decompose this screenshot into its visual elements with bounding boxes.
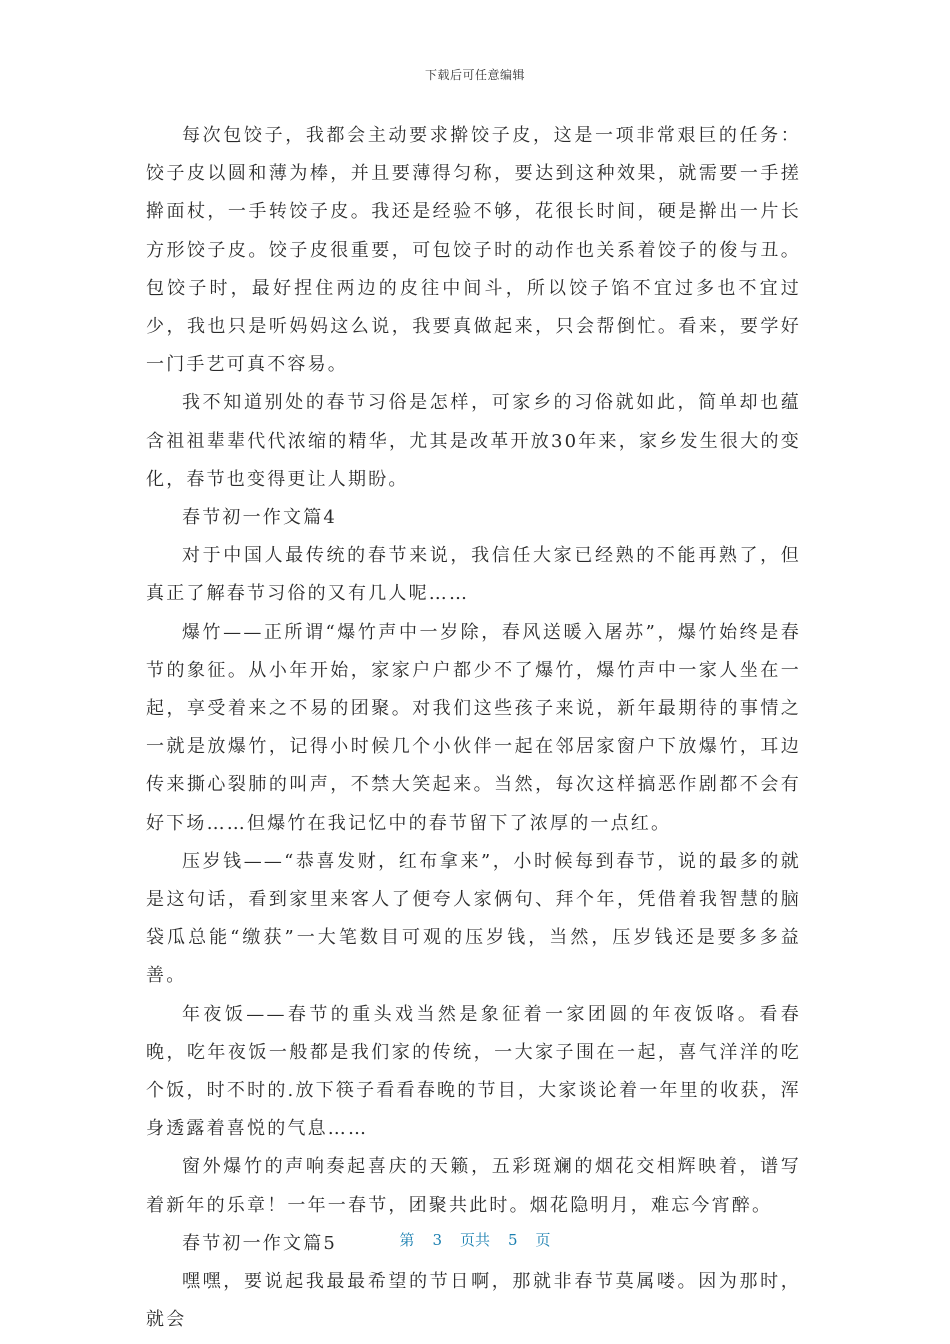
paragraph: 对于中国人最传统的春节来说，我信任大家已经熟的不能再熟了，但真正了解春节习俗的又有几人呢……	[146, 545, 801, 605]
page-suffix: 页	[535, 1231, 551, 1249]
paragraph: 压岁钱——“恭喜发财，红布拿来”，小时候每到春节，说的最多的就是这句话，看到家里来客人了便夸人家俩句、拜个年，凭借着我智慧的脑袋瓜总能“缴获”一大笔数目可观的压岁钱，当然，压岁钱还是要多多益善。	[146, 850, 801, 987]
paragraph: 我不知道别处的春节习俗是怎样，可家乡的习俗就如此，简单却也蕴含祖祖辈辈代代浓缩的精华，尤其是改革开放30年来，家乡发生很大的变化，春节也变得更让人期盼。	[146, 392, 801, 490]
paragraph: 爆竹——正所谓“爆竹声中一岁除，春风送暖入屠苏”，爆竹始终是春节的象征。从小年开始，家家户户都少不了爆竹，爆竹声中一家人坐在一起，享受着来之不易的团聚。对我们这些孩子来说，新年最期待的事情之一就是放爆竹，记得小时候几个小伙伴一起在邻居家窗户下放爆竹，耳边传来撕心裂肺的叫声，不禁大笑起来。当然，每次这样搞恶作剧都不会有好下场……但爆竹在我记忆中的春节留下了浓厚的一点红。	[146, 621, 801, 834]
current-page-number: 3	[432, 1231, 442, 1249]
section-heading: 春节初一作文篇5	[182, 1232, 338, 1254]
total-pages-number: 5	[508, 1231, 518, 1249]
page-prefix: 第	[399, 1231, 415, 1249]
paragraph: 每次包饺子，我都会主动要求擀饺子皮，这是一项非常艰巨的任务：饺子皮以圆和薄为棒，并且要薄得匀称，要达到这种效果，就需要一手搓擀面杖，一手转饺子皮。我还是经验不够，花很长时间，硬是擀出一片长方形饺子皮。饺子皮很重要，可包饺子时的动作也关系着饺子的俊与丑。包饺子时，最好捏住两边的皮往中间斗，所以饺子馅不宜过多也不宜过少，我也只是听妈妈这么说，我要真做起来，只会帮倒忙。看来，要学好一门手艺可真不容易。	[146, 125, 801, 376]
paragraph: 窗外爆竹的声响奏起喜庆的天籁，五彩斑斓的烟花交相辉映着，谱写着新年的乐章！一年一春节，团聚共此时。烟花隐明月，难忘今宵醉。	[146, 1156, 801, 1216]
paragraph: 年夜饭——春节的重头戏当然是象征着一家团圆的年夜饭咯。看春晚，吃年夜饭一般都是我们家的传统，一大家子围在一起，喜气洋洋的吃个饭，时不时的.放下筷子看看春晚的节目，大家谈论着一年里的收获，浑身透露着喜悦的气息……	[146, 1003, 801, 1140]
document-body	[146, 117, 801, 1340]
section-heading: 春节初一作文篇4	[182, 507, 338, 529]
page-header: 下载后可任意编辑	[424, 68, 525, 82]
paragraph: 嘿嘿，要说起我最最希望的节日啊，那就非春节莫属喽。因为那时，就会	[146, 1271, 801, 1331]
page-footer	[0, 1229, 950, 1250]
page-middle: 页共	[459, 1231, 490, 1249]
